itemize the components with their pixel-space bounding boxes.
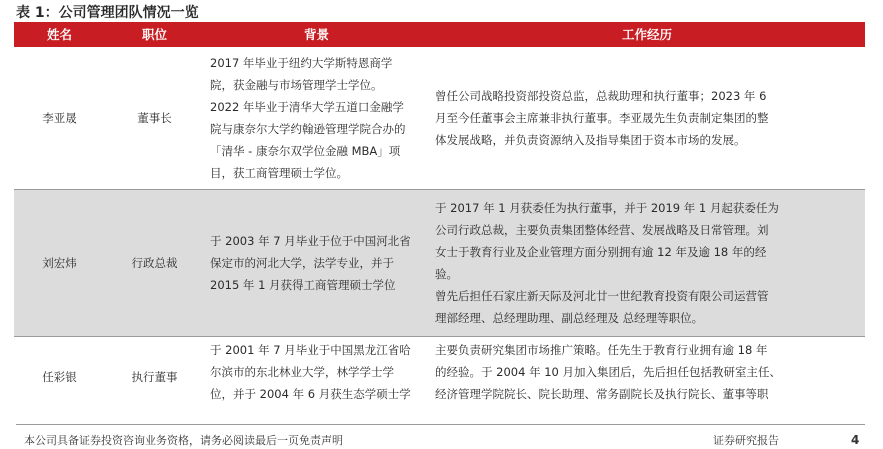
header-background: 背景 xyxy=(204,22,429,47)
background-line: 尔滨市的东北林业大学，林学学士学 xyxy=(210,364,394,379)
background-line: 2017 年毕业于纽约大学斯特恩商学 xyxy=(210,55,393,70)
experience-line: 公司行政总裁，主要负责集团整体经营、发展战略及日常管理。刘 xyxy=(435,222,769,237)
background-line: 于 2003 年 7 月毕业于位于中国河北省 xyxy=(210,233,411,248)
page-footer xyxy=(0,413,883,449)
experience-line: 曾先后担任石家庄新天际及河北廿一世纪教育投资有限公司运营管 xyxy=(435,288,769,303)
experience-line: 曾任公司战略投资部投资总监，总裁助理和执行董事；2023 年 6 xyxy=(435,88,767,103)
footer-report-type: 证券研究报告 xyxy=(713,434,779,447)
background-line: 2022 年毕业于清华大学五道口金融学 xyxy=(210,99,404,114)
cell-experience xyxy=(429,189,865,336)
experience-line: 经济管理学院院长、院长助理、常务副院长及执行院长、董事等职 xyxy=(435,386,769,401)
management-team-table xyxy=(14,22,865,416)
cell-name: 李亚晟 xyxy=(14,47,105,189)
experience-line: 理部经理、总经理助理、副总经理及 总经理等职位。 xyxy=(435,310,704,325)
footer-disclaimer: 本公司具备证券投资咨询业务资格，请务必阅读最后一页免责声明 xyxy=(24,434,343,447)
experience-line: 于 2017 年 1 月获委任为执行董事，并于 2019 年 1 月起获委任为 xyxy=(435,200,779,215)
footer-divider xyxy=(16,424,865,425)
experience-line: 月至今任董事会主席兼非执行董事。李亚晟先生负责制定集团的整 xyxy=(435,110,769,125)
cell-position: 行政总裁 xyxy=(105,189,204,336)
cell-experience xyxy=(429,336,865,416)
page-number: 4 xyxy=(851,433,860,447)
table-row xyxy=(14,47,865,189)
table-row xyxy=(14,336,865,416)
cell-background xyxy=(204,336,429,416)
background-line: 于 2001 年 7 月毕业于中国黑龙江省哈 xyxy=(210,342,411,357)
header-experience: 工作经历 xyxy=(429,22,865,47)
experience-line: 验。 xyxy=(435,266,458,281)
cell-background xyxy=(204,189,429,336)
header-name: 姓名 xyxy=(14,22,105,47)
background-line: 2015 年 1 月获得工商管理硕士学位 xyxy=(210,277,396,292)
header-position: 职位 xyxy=(105,22,204,47)
cell-background xyxy=(204,47,429,189)
background-line: 保定市的河北大学，法学专业，并于 xyxy=(210,255,394,270)
cell-experience xyxy=(429,47,865,189)
background-line: 「清华 - 康奈尔双学位金融 MBA」项 xyxy=(210,143,401,158)
cell-name: 任彩银 xyxy=(42,370,77,385)
background-line: 位，并于 2004 年 6 月获生态学硕士学 xyxy=(210,386,411,401)
table-header-row xyxy=(14,22,865,47)
experience-line: 主要负责研究集团市场推广策略。任先生于教育行业拥有逾 18 年 xyxy=(435,342,768,357)
background-line: 院与康奈尔大学约翰逊管理学院合办的 xyxy=(210,121,406,136)
cell-name: 刘宏炜 xyxy=(14,189,105,336)
cell-position: 董事长 xyxy=(105,47,204,189)
cell-position: 执行董事 xyxy=(131,370,178,385)
background-line: 目，获工商管理硕士学位。 xyxy=(210,165,348,180)
table-row xyxy=(14,189,865,336)
experience-line: 体发展战略，并负责资源纳入及指导集团于资本市场的发展。 xyxy=(435,132,746,147)
experience-line: 的经验。于 2004 年 10 月加入集团后，先后担任包括教研室主任、 xyxy=(435,364,782,379)
background-line: 院，获金融与市场管理学士学位。 xyxy=(210,77,383,92)
table-title: 表 1：公司管理团队情况一览 xyxy=(16,5,199,21)
experience-line: 女士于教育行业及企业管理方面分别拥有逾 12 年及逾 18 年的经 xyxy=(435,244,767,259)
